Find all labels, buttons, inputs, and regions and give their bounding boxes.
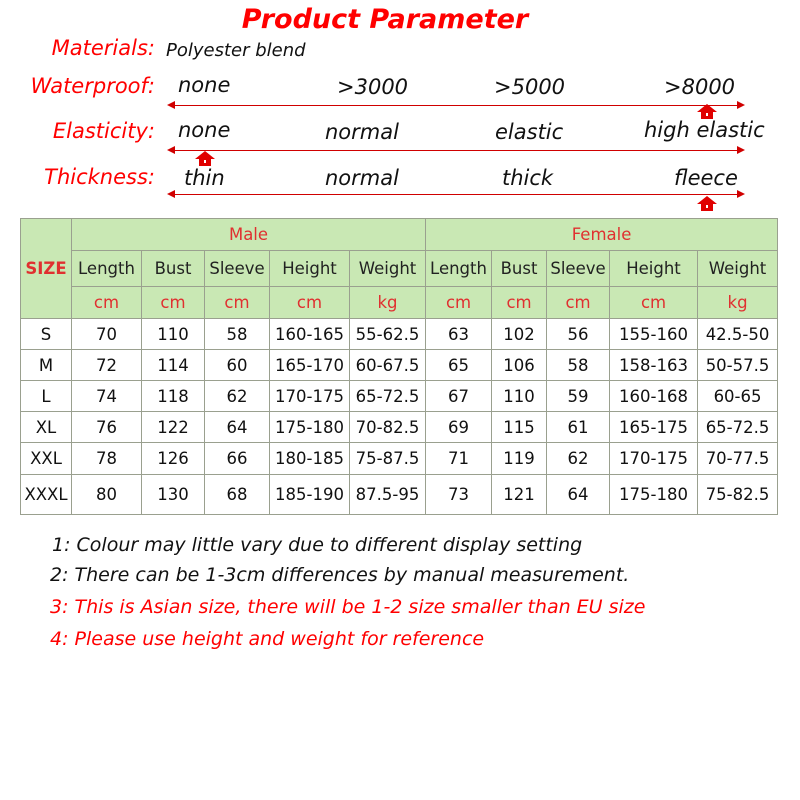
size-table-body	[21, 319, 778, 515]
table-cell: 64	[205, 412, 270, 443]
waterproof-marker-icon	[697, 104, 717, 119]
table-cell: 110	[492, 381, 547, 412]
table-cell: 126	[142, 443, 205, 475]
waterproof-arrow	[174, 105, 738, 106]
column-header: Height	[610, 251, 698, 287]
table-row	[21, 443, 778, 475]
table-cell: 165-175	[610, 412, 698, 443]
table-cell: 76	[72, 412, 142, 443]
male-header: Male	[72, 219, 426, 251]
size-cell: S	[21, 319, 72, 350]
table-cell: 118	[142, 381, 205, 412]
note-4: 4: Please use height and weight for reference	[50, 628, 485, 650]
size-cell: XL	[21, 412, 72, 443]
table-cell: 160-165	[270, 319, 350, 350]
table-cell: 65-72.5	[698, 412, 778, 443]
table-cell: 72	[72, 350, 142, 381]
waterproof-level-0: none	[178, 73, 231, 97]
thickness-arrow	[174, 194, 738, 195]
size-cell: L	[21, 381, 72, 412]
table-cell: 68	[205, 475, 270, 515]
table-cell: 58	[205, 319, 270, 350]
table-cell: 106	[492, 350, 547, 381]
table-cell: 50-57.5	[698, 350, 778, 381]
note-2: 2: There can be 1-3cm differences by manual measurement.	[50, 564, 630, 586]
table-cell: 60-67.5	[350, 350, 426, 381]
table-cell: 63	[426, 319, 492, 350]
column-header: Height	[270, 251, 350, 287]
thickness-marker-icon	[697, 196, 717, 211]
waterproof-level-1: >3000	[337, 75, 409, 99]
column-header: Sleeve	[205, 251, 270, 287]
column-header: Weight	[350, 251, 426, 287]
unit-header: kg	[698, 287, 778, 319]
table-cell: 70-77.5	[698, 443, 778, 475]
unit-header: cm	[426, 287, 492, 319]
unit-header: cm	[142, 287, 205, 319]
table-cell: 64	[547, 475, 610, 515]
column-header: Sleeve	[547, 251, 610, 287]
elasticity-level-1: normal	[325, 120, 399, 144]
thickness-level-3: fleece	[674, 166, 738, 190]
column-header-row	[21, 251, 778, 287]
unit-header-row	[21, 287, 778, 319]
female-header: Female	[426, 219, 778, 251]
table-cell: 65	[426, 350, 492, 381]
column-header: Length	[72, 251, 142, 287]
size-cell: XXL	[21, 443, 72, 475]
table-cell: 67	[426, 381, 492, 412]
column-header: Length	[426, 251, 492, 287]
note-1: 1: Colour may little vary due to different display setting	[52, 534, 583, 556]
table-cell: 80	[72, 475, 142, 515]
table-cell: 122	[142, 412, 205, 443]
elasticity-label: Elasticity:	[52, 119, 155, 143]
table-cell: 175-180	[270, 412, 350, 443]
size-cell: M	[21, 350, 72, 381]
table-cell: 160-168	[610, 381, 698, 412]
table-cell: 175-180	[610, 475, 698, 515]
table-cell: 55-62.5	[350, 319, 426, 350]
table-cell: 130	[142, 475, 205, 515]
size-header: SIZE	[21, 219, 72, 319]
elasticity-marker-icon	[195, 151, 215, 166]
table-cell: 70	[72, 319, 142, 350]
unit-header: cm	[72, 287, 142, 319]
table-cell: 75-82.5	[698, 475, 778, 515]
unit-header: cm	[205, 287, 270, 319]
table-cell: 65-72.5	[350, 381, 426, 412]
unit-header: kg	[350, 287, 426, 319]
materials-value: Polyester blend	[166, 40, 306, 61]
unit-header: cm	[547, 287, 610, 319]
page-title: Product Parameter	[241, 4, 529, 35]
table-cell: 70-82.5	[350, 412, 426, 443]
table-row	[21, 381, 778, 412]
table-cell: 73	[426, 475, 492, 515]
column-header: Bust	[142, 251, 205, 287]
unit-header: cm	[610, 287, 698, 319]
table-cell: 121	[492, 475, 547, 515]
unit-header: cm	[270, 287, 350, 319]
size-table	[20, 218, 778, 515]
column-header: Weight	[698, 251, 778, 287]
table-cell: 119	[492, 443, 547, 475]
table-row	[21, 350, 778, 381]
table-cell: 185-190	[270, 475, 350, 515]
materials-label: Materials:	[51, 36, 155, 60]
table-cell: 110	[142, 319, 205, 350]
table-cell: 87.5-95	[350, 475, 426, 515]
table-cell: 115	[492, 412, 547, 443]
table-cell: 71	[426, 443, 492, 475]
table-cell: 158-163	[610, 350, 698, 381]
table-row	[21, 319, 778, 350]
thickness-label: Thickness:	[44, 165, 155, 189]
elasticity-arrow	[174, 150, 738, 151]
table-row	[21, 412, 778, 443]
column-header: Bust	[492, 251, 547, 287]
table-cell: 155-160	[610, 319, 698, 350]
table-cell: 56	[547, 319, 610, 350]
table-cell: 42.5-50	[698, 319, 778, 350]
thickness-level-0: thin	[184, 166, 225, 190]
table-cell: 69	[426, 412, 492, 443]
table-cell: 75-87.5	[350, 443, 426, 475]
unit-header: cm	[492, 287, 547, 319]
table-cell: 102	[492, 319, 547, 350]
table-cell: 66	[205, 443, 270, 475]
waterproof-level-2: >5000	[494, 75, 566, 99]
table-cell: 59	[547, 381, 610, 412]
waterproof-label: Waterproof:	[30, 74, 155, 98]
size-cell: XXXL	[21, 475, 72, 515]
table-cell: 60	[205, 350, 270, 381]
thickness-level-2: thick	[502, 166, 554, 190]
table-cell: 165-170	[270, 350, 350, 381]
thickness-level-1: normal	[325, 166, 399, 190]
table-cell: 62	[547, 443, 610, 475]
elasticity-level-0: none	[178, 118, 231, 142]
table-cell: 74	[72, 381, 142, 412]
table-cell: 180-185	[270, 443, 350, 475]
table-cell: 60-65	[698, 381, 778, 412]
table-cell: 62	[205, 381, 270, 412]
note-3: 3: This is Asian size, there will be 1-2 size smaller than EU size	[50, 596, 646, 618]
elasticity-level-3: high elastic	[644, 118, 765, 142]
elasticity-level-2: elastic	[495, 120, 564, 144]
table-cell: 58	[547, 350, 610, 381]
table-cell: 170-175	[610, 443, 698, 475]
table-row	[21, 475, 778, 515]
table-cell: 170-175	[270, 381, 350, 412]
table-cell: 78	[72, 443, 142, 475]
table-cell: 114	[142, 350, 205, 381]
table-cell: 61	[547, 412, 610, 443]
waterproof-level-3: >8000	[664, 75, 736, 99]
